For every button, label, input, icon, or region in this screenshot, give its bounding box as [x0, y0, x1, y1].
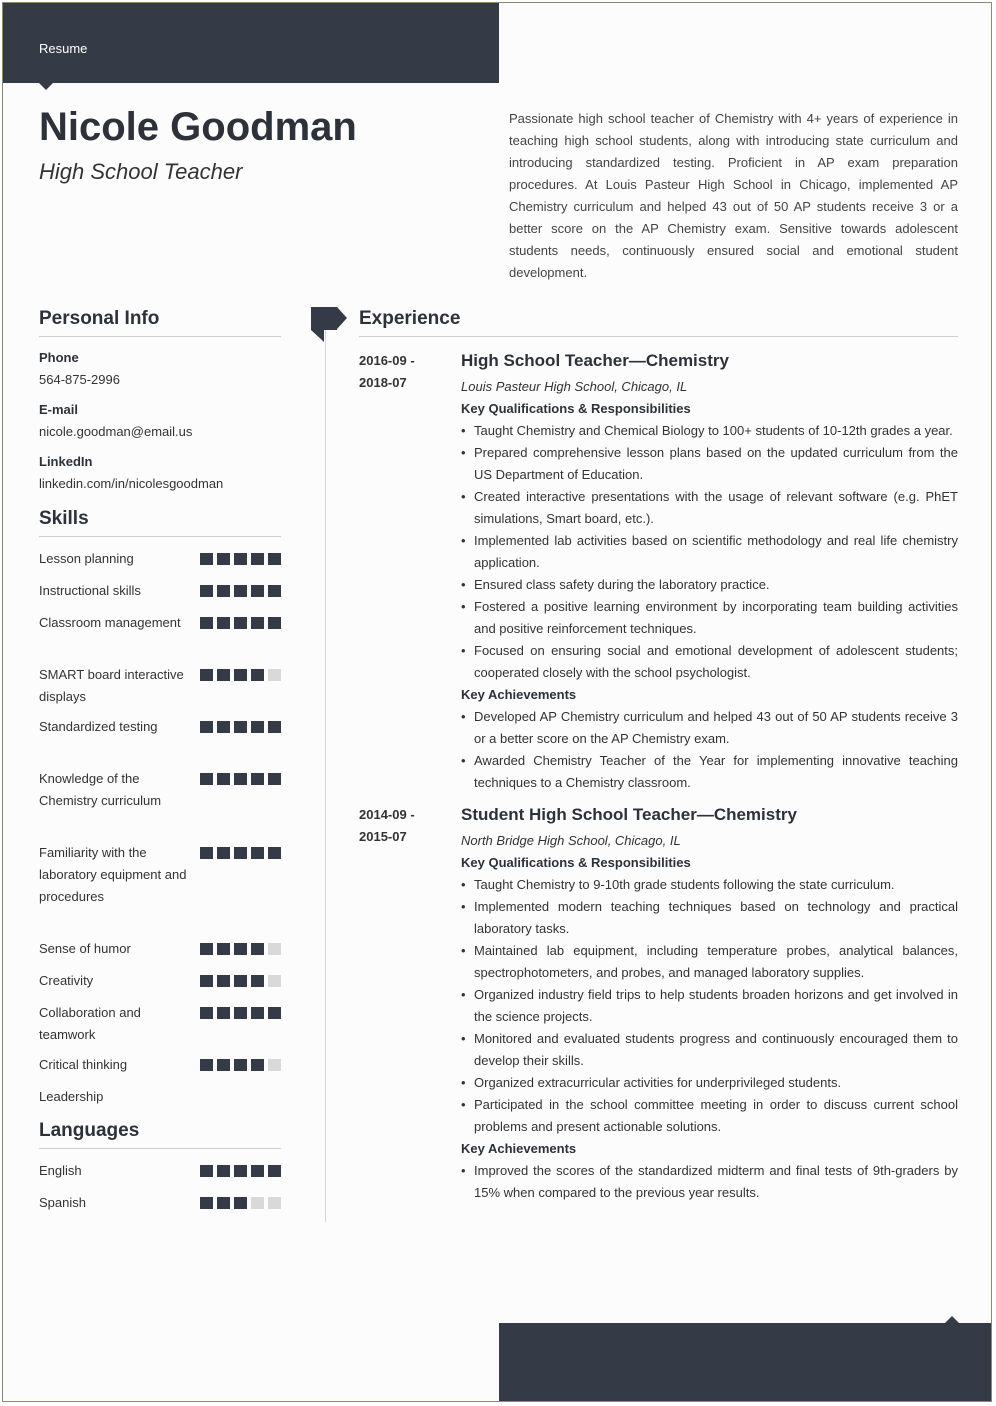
skill-row [39, 1054, 281, 1076]
level-dot-filled [200, 585, 213, 597]
email-label: E-mail [39, 402, 79, 417]
level-dot-filled [200, 1007, 213, 1019]
responsibilities-heading: Key Qualifications & Responsibilities [461, 401, 691, 416]
candidate-title: High School Teacher [39, 159, 243, 184]
timeline-flag [311, 307, 337, 330]
job-date-start: 2014-09 - [359, 807, 415, 822]
level-dot-filled [268, 773, 281, 785]
skill-name: Collaboration and teamwork [39, 1005, 141, 1042]
bullet-text: Focused on ensuring social and emotional development of adolescent students; cooperated closely with the school psychologist. [474, 643, 958, 680]
level-dot-filled [200, 847, 213, 859]
level-dot-filled [251, 975, 264, 987]
level-dot-filled [234, 773, 247, 785]
bullet-text: Participated in the school committee meeting in order to discuss current school problems and present actionable solutions. [474, 1097, 958, 1134]
bullet-icon: • [461, 1031, 466, 1046]
bullet-text: Implemented lab activities based on scientific methodology and real life chemistry application. [474, 533, 958, 570]
bullet-icon: • [461, 599, 466, 614]
job-organization: North Bridge High School, Chicago, IL [461, 833, 681, 848]
level-dot-filled [234, 669, 247, 681]
level-dot-filled [217, 773, 230, 785]
skill-row [39, 580, 281, 602]
skill-name: Classroom management [39, 615, 181, 630]
level-dot-filled [268, 617, 281, 629]
skill-row [39, 938, 281, 960]
achievements-heading: Key Achievements [461, 1141, 577, 1156]
bullet-icon: • [461, 489, 466, 504]
language-level [200, 1197, 281, 1209]
bullet-text: Organized industry field trips to help students broaden horizons and get involved in the science projects. [474, 987, 958, 1024]
header-pointer [39, 83, 53, 90]
bullet-text: Taught Chemistry to 9-10th grade students following the state curriculum. [474, 877, 895, 892]
skill-name: Leadership [39, 1089, 104, 1104]
bullet-text: Fostered a positive learning environment by incorporating team building activities and positive reinforcement techniques. [474, 599, 958, 636]
level-dot-filled [217, 721, 230, 733]
skill-level [200, 975, 281, 987]
skill-name: Critical thinking [39, 1057, 128, 1072]
level-dot-filled [200, 943, 213, 955]
skill-level [200, 1059, 281, 1071]
skill-level [200, 847, 281, 859]
skill-level [200, 1007, 281, 1019]
level-dot-filled [251, 1007, 264, 1019]
languages-heading: Languages [39, 1120, 281, 1149]
level-dot-filled [217, 975, 230, 987]
level-dot-filled [200, 975, 213, 987]
level-dot-empty [268, 1059, 281, 1071]
level-dot-filled [268, 585, 281, 597]
skill-row [39, 664, 281, 708]
level-dot-filled [234, 721, 247, 733]
level-dot-filled [251, 669, 264, 681]
level-dot-filled [217, 1197, 230, 1209]
bullet-item [461, 486, 958, 530]
job-title: Student High School Teacher—Chemistry [461, 805, 797, 824]
skill-name: SMART board interactive displays [39, 667, 184, 704]
personal-info-heading: Personal Info [39, 308, 281, 337]
level-dot-filled [234, 1165, 247, 1177]
skill-name: Lesson planning [39, 551, 134, 566]
bullet-icon: • [461, 1163, 466, 1178]
timeline-line [325, 325, 326, 1222]
bullet-item [461, 940, 958, 984]
skill-row [39, 970, 281, 992]
level-dot-filled [217, 1007, 230, 1019]
resume-page [2, 2, 992, 1402]
skill-name: Instructional skills [39, 583, 141, 598]
level-dot-filled [251, 585, 264, 597]
job-date-start: 2016-09 - [359, 353, 415, 368]
skill-row [39, 1002, 281, 1046]
level-dot-filled [251, 847, 264, 859]
bullet-item [461, 1160, 958, 1204]
bullet-icon: • [461, 445, 466, 460]
bullet-text: Taught Chemistry and Chemical Biology to 100+ students of 10-12th grades a year. [474, 423, 953, 438]
bullet-item [461, 750, 958, 794]
bullet-icon: • [461, 1097, 466, 1112]
skill-level [200, 669, 281, 681]
bullet-item [461, 706, 958, 750]
level-dot-filled [268, 721, 281, 733]
skill-row [39, 612, 281, 634]
job-date-end: 2015-07 [359, 829, 407, 844]
language-row [39, 1192, 281, 1214]
bullet-item [461, 874, 958, 896]
skill-level [200, 943, 281, 955]
level-dot-filled [234, 1007, 247, 1019]
skill-level [200, 553, 281, 565]
level-dot-filled [217, 943, 230, 955]
level-dot-filled [217, 617, 230, 629]
language-row [39, 1160, 281, 1182]
bullet-icon: • [461, 987, 466, 1002]
bullet-icon: • [461, 1075, 466, 1090]
level-dot-filled [217, 553, 230, 565]
skill-level [200, 773, 281, 785]
achievements-list [461, 1160, 958, 1204]
level-dot-empty [251, 1197, 264, 1209]
bullet-icon: • [461, 753, 466, 768]
experience-heading: Experience [359, 308, 958, 337]
level-dot-empty [268, 975, 281, 987]
footer-pointer [945, 1316, 959, 1323]
bullet-icon: • [461, 709, 466, 724]
timeline-flag-fold [311, 330, 324, 342]
phone-value: 564-875-2996 [39, 372, 120, 387]
level-dot-filled [251, 617, 264, 629]
profile-summary: Passionate high school teacher of Chemistry with 4+ years of experience in teaching high school students, along with introducing state curriculum and introducing standardized testing. Proficient in AP exam preparation procedures. At Louis Pasteur High School in Chicago, implemented AP Chemistry curriculum and helped 43 out of 50 AP students receive 3 or a better score on the AP Chemistry exam. Sensitive towards adolescent students needs, continuously ensured social and emotional student development. [509, 111, 958, 280]
level-dot-filled [251, 1165, 264, 1177]
level-dot-filled [200, 617, 213, 629]
linkedin-value: linkedin.com/in/nicolesgoodman [39, 476, 224, 491]
job-title: High School Teacher—Chemistry [461, 351, 729, 370]
level-dot-empty [268, 669, 281, 681]
bullet-item [461, 896, 958, 940]
skill-name: Sense of humor [39, 941, 131, 956]
footer-band [499, 1323, 992, 1402]
level-dot-filled [234, 585, 247, 597]
level-dot-filled [234, 847, 247, 859]
bullet-icon: • [461, 533, 466, 548]
level-dot-filled [251, 1059, 264, 1071]
skill-level [200, 585, 281, 597]
level-dot-filled [200, 1059, 213, 1071]
level-dot-filled [200, 669, 213, 681]
timeline-flag-tip [337, 307, 347, 329]
bullet-text: Organized extracurricular activities for underprivileged students. [474, 1075, 842, 1090]
bullet-item [461, 640, 958, 684]
level-dot-filled [217, 1165, 230, 1177]
bullet-text: Developed AP Chemistry curriculum and helped 43 out of 50 AP students receive 3 or a better score on the AP Chemistry exam. [474, 709, 958, 746]
level-dot-filled [217, 847, 230, 859]
achievements-list [461, 706, 958, 794]
bullet-text: Maintained lab equipment, including temperature probes, analytical balances, spectrophotometers, and probes, and managed laboratory supplies. [474, 943, 958, 980]
bullet-text: Ensured class safety during the laboratory practice. [474, 577, 770, 592]
level-dot-filled [234, 1059, 247, 1071]
level-dot-filled [217, 669, 230, 681]
header-band [3, 3, 499, 83]
job-organization: Louis Pasteur High School, Chicago, IL [461, 379, 688, 394]
bullet-text: Improved the scores of the standardized midterm and final tests of 9th-graders by 15% when compared to the previous year results. [474, 1163, 958, 1200]
job-entry [461, 350, 958, 794]
bullet-item [461, 574, 958, 596]
candidate-name: Nicole Goodman [39, 105, 357, 149]
level-dot-filled [234, 943, 247, 955]
job-entry [461, 804, 958, 1204]
linkedin-label: LinkedIn [39, 454, 93, 469]
skill-name: Standardized testing [39, 719, 158, 734]
phone-label: Phone [39, 350, 79, 365]
level-dot-filled [268, 1007, 281, 1019]
bullet-item [461, 1072, 958, 1094]
job-dates [359, 804, 429, 848]
skill-level [200, 721, 281, 733]
level-dot-filled [268, 847, 281, 859]
bullet-text: Prepared comprehensive lesson plans based on the updated curriculum from the US Department of Education. [474, 445, 958, 482]
level-dot-filled [200, 773, 213, 785]
responsibilities-list [461, 874, 958, 1138]
bullet-item [461, 1028, 958, 1072]
job-dates [359, 350, 429, 394]
bullet-text: Monitored and evaluated students progress and continuously encouraged them to develop their skills. [474, 1031, 958, 1068]
level-dot-filled [251, 553, 264, 565]
level-dot-filled [217, 1059, 230, 1071]
level-dot-empty [268, 943, 281, 955]
bullet-icon: • [461, 877, 466, 892]
bullet-item [461, 984, 958, 1028]
level-dot-filled [268, 1165, 281, 1177]
level-dot-filled [200, 1197, 213, 1209]
bullet-item [461, 596, 958, 640]
level-dot-filled [251, 773, 264, 785]
skill-name: Familiarity with the laboratory equipment and procedures [39, 845, 187, 904]
resume-label: Resume [39, 41, 88, 56]
level-dot-empty [268, 1197, 281, 1209]
achievements-heading: Key Achievements [461, 687, 577, 702]
skill-row [39, 768, 281, 812]
level-dot-filled [200, 553, 213, 565]
bullet-text: Implemented modern teaching techniques based on technology and practical laboratory tasks. [474, 899, 958, 936]
skill-row [39, 1086, 281, 1108]
language-name: English [39, 1163, 82, 1178]
bullet-item [461, 420, 958, 442]
skill-row [39, 716, 281, 738]
level-dot-filled [234, 1197, 247, 1209]
bullet-text: Created interactive presentations with the usage of relevant software (e.g. PhET simulations, Smart board, etc.). [474, 489, 958, 526]
bullet-item [461, 1094, 958, 1138]
bullet-text: Awarded Chemistry Teacher of the Year for implementing innovative teaching techniques to a Chemistry classroom. [474, 753, 958, 790]
responsibilities-heading: Key Qualifications & Responsibilities [461, 855, 691, 870]
level-dot-filled [200, 1165, 213, 1177]
job-date-end: 2018-07 [359, 375, 407, 390]
bullet-icon: • [461, 423, 466, 438]
responsibilities-list [461, 420, 958, 684]
level-dot-filled [268, 553, 281, 565]
bullet-icon: • [461, 899, 466, 914]
skills-heading: Skills [39, 508, 281, 537]
bullet-icon: • [461, 577, 466, 592]
email-value: nicole.goodman@email.us [39, 424, 193, 439]
level-dot-filled [217, 585, 230, 597]
skill-name: Creativity [39, 973, 94, 988]
skill-level [200, 617, 281, 629]
level-dot-filled [234, 617, 247, 629]
bullet-item [461, 442, 958, 486]
skill-row [39, 842, 281, 908]
level-dot-filled [234, 975, 247, 987]
bullet-item [461, 530, 958, 574]
level-dot-filled [251, 721, 264, 733]
level-dot-filled [234, 553, 247, 565]
skill-row [39, 548, 281, 570]
bullet-icon: • [461, 943, 466, 958]
bullet-icon: • [461, 643, 466, 658]
skill-name: Knowledge of the Chemistry curriculum [39, 771, 162, 808]
level-dot-filled [200, 721, 213, 733]
language-level [200, 1165, 281, 1177]
level-dot-filled [251, 943, 264, 955]
language-name: Spanish [39, 1195, 86, 1210]
